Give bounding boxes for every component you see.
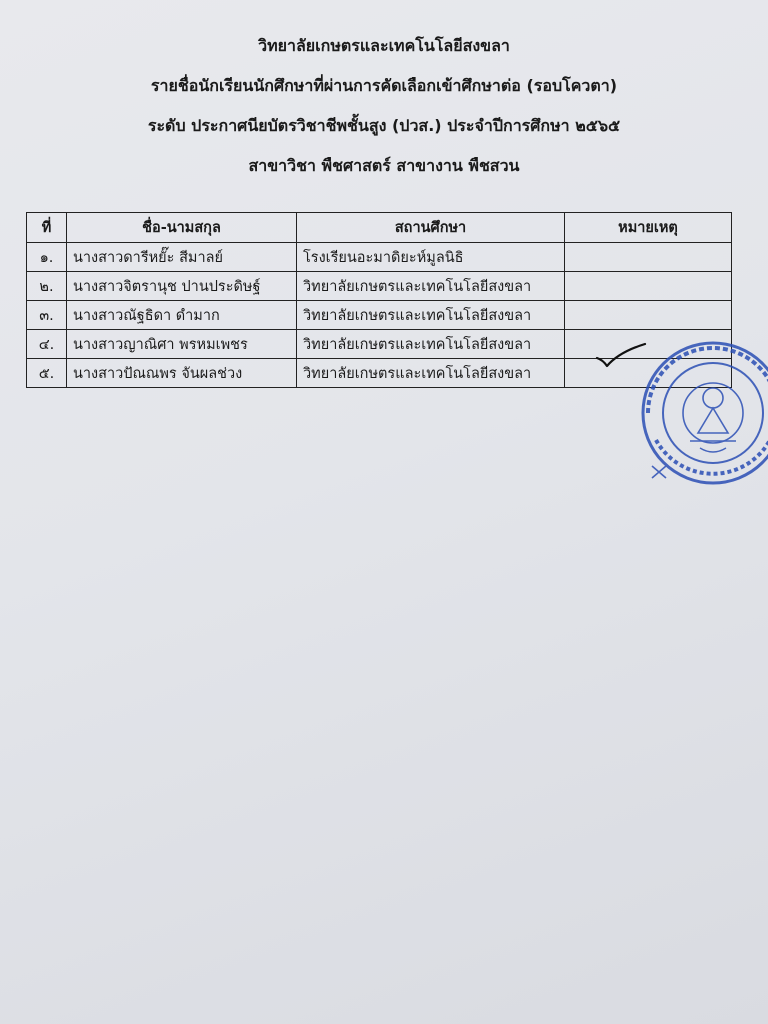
school-name: วิทยาลัยเกษตรและเทคโนโลยีสงขลา bbox=[297, 359, 565, 388]
note-cell bbox=[565, 301, 732, 330]
seal-icon bbox=[643, 343, 768, 483]
note-cell bbox=[565, 243, 732, 272]
row-number: ๔. bbox=[27, 330, 67, 359]
college-seal-stamp bbox=[638, 338, 768, 488]
major-field: สาขาวิชา พืชศาสตร์ สาขางาน พืชสวน bbox=[248, 156, 520, 175]
column-header-name: ชื่อ-นามสกุล bbox=[67, 213, 297, 243]
student-name: นางสาวดารีหยั๊ะ สีมาลย์ bbox=[67, 243, 297, 272]
school-name: วิทยาลัยเกษตรและเทคโนโลยีสงขลา bbox=[297, 330, 565, 359]
row-number: ๑. bbox=[27, 243, 67, 272]
school-name: โรงเรียนอะมาดิยะห์มูลนิธิ bbox=[297, 243, 565, 272]
row-number: ๕. bbox=[27, 359, 67, 388]
column-header-number: ที่ bbox=[27, 213, 67, 243]
school-name: วิทยาลัยเกษตรและเทคโนโลยีสงขลา bbox=[297, 272, 565, 301]
student-name: นางสาวญาณิศา พรหมเพชร bbox=[67, 330, 297, 359]
table-row bbox=[27, 301, 732, 330]
student-name: นางสาวณัฐธิดา ดำมาก bbox=[67, 301, 297, 330]
school-name: วิทยาลัยเกษตรและเทคโนโลยีสงขลา bbox=[297, 301, 565, 330]
row-number: ๒. bbox=[27, 272, 67, 301]
table-row bbox=[27, 243, 732, 272]
table-header-row bbox=[27, 213, 732, 243]
program-level: ระดับ ประกาศนียบัตรวิชาชีพชั้นสูง (ปวส.) ประจำปีการศึกษา ๒๕๖๕ bbox=[147, 116, 621, 135]
table-row bbox=[27, 272, 732, 301]
document-title: รายชื่อนักเรียนนักศึกษาที่ผ่านการคัดเลือกเข้าศึกษาต่อ (รอบโควตา) bbox=[150, 76, 618, 95]
note-cell bbox=[565, 272, 732, 301]
row-number: ๓. bbox=[27, 301, 67, 330]
document-header bbox=[0, 30, 768, 190]
column-header-school: สถานศึกษา bbox=[297, 213, 565, 243]
student-name: นางสาวจิตรานุช ปานประดิษฐ์ bbox=[67, 272, 297, 301]
student-name: นางสาวปัณณพร จันผลช่วง bbox=[67, 359, 297, 388]
column-header-note: หมายเหตุ bbox=[565, 213, 732, 243]
college-name: วิทยาลัยเกษตรและเทคโนโลยีสงขลา bbox=[258, 36, 510, 55]
